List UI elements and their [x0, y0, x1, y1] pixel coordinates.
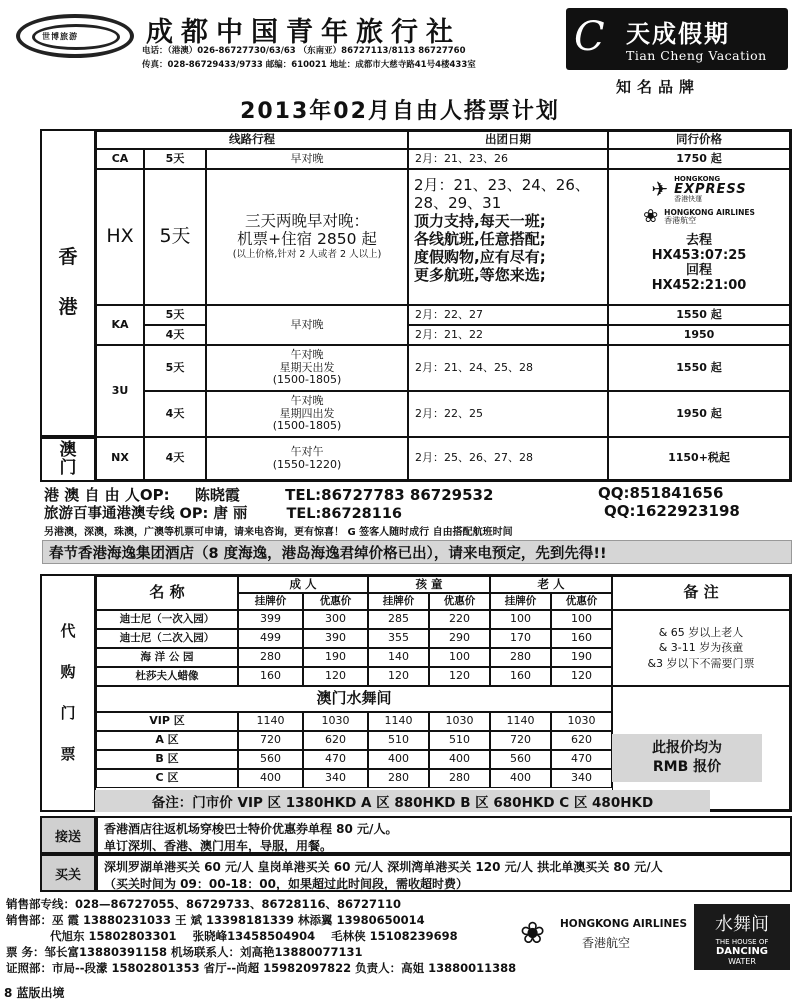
hx-info-line2: 各线航班,任意搭配;	[414, 230, 546, 248]
zone-name-vip: VIP 区	[96, 712, 238, 731]
park-1-adult-list: 399	[238, 610, 303, 629]
header-dates: 出团日期	[408, 131, 608, 149]
dw-logo-en-2: DANCING	[715, 946, 769, 957]
hx-dates-info	[408, 169, 608, 305]
zone-c-senior-list: 400	[490, 769, 551, 788]
page-footer: 8 蓝版出境	[4, 986, 65, 1000]
park-3-child-list: 140	[368, 648, 429, 667]
macau-show-title: 澳门水舞间	[96, 686, 612, 712]
hk-express-text2: EXPRESS	[674, 182, 747, 197]
hk-airlines-text1: HONGKONG AIRLINES	[664, 207, 755, 217]
hx-dates-line1: 2月：21、23、24、26、	[414, 176, 590, 194]
rmb-note-line1: 此报价均为	[652, 740, 722, 757]
nx-price: 1150+税起	[608, 437, 790, 480]
hx-code: HX	[96, 169, 144, 305]
hx-dates-line2: 28、29、31	[414, 194, 502, 212]
hx-route-line1: 三天两晚早对晚：	[244, 211, 369, 230]
side-char-1: 代	[60, 621, 76, 640]
park-3-adult-disc: 190	[303, 648, 368, 667]
3u-price-1: 1550 起	[608, 345, 790, 391]
region-macau-cell	[40, 437, 96, 482]
nx-code: NX	[96, 437, 144, 480]
header-route: 线路行程	[96, 131, 408, 149]
ticket-header-note: 备 注	[612, 576, 790, 610]
zone-vip-senior-list: 1140	[490, 712, 551, 731]
region-macau-char-1: 澳	[59, 439, 77, 460]
side-char-3: 门	[60, 704, 76, 722]
zone-b-adult-list: 560	[238, 750, 303, 769]
3u-route-2-line2: 星期四出发	[279, 406, 335, 420]
park-4-senior-disc: 120	[551, 667, 612, 686]
park-2-senior-disc: 160	[551, 629, 612, 648]
op1-qq: QQ:851841656	[598, 484, 724, 502]
zone-name-a: A 区	[96, 731, 238, 750]
transfer-line2: 单订深圳、香港、澳门用车，导服，用餐。	[104, 839, 333, 854]
ticket-header-child: 孩 童	[368, 576, 490, 593]
sales-line-3: 票 务：邹长富13880391158 机场联系人：刘高艳13880077131	[6, 945, 363, 959]
age-note-3: &3 岁以下不需要门票	[647, 656, 755, 670]
sub-adult-disc: 优惠价	[303, 593, 368, 610]
pass-line1: 深圳罗湖单港买关 60 元/人 皇岗单港买关 60 元/人 深圳湾单港买关 120 元/人 拱北单澳买关 80 元/人	[104, 860, 663, 874]
ca-dates: 2月：21、23、26	[408, 149, 608, 169]
zone-b-child-list: 400	[368, 750, 429, 769]
park-name-3: 海 洋 公 园	[96, 648, 238, 667]
age-note-2: & 3-11 岁为孩童	[658, 641, 744, 655]
park-2-senior-list: 170	[490, 629, 551, 648]
age-notes	[612, 610, 790, 686]
ca-price: 1750 起	[608, 149, 790, 169]
sales-hotline: 销售部专线：028—86727055、86729733、86728116、86727110	[6, 897, 402, 911]
park-2-adult-disc: 390	[303, 629, 368, 648]
dw-logo-cn: 水舞间	[715, 914, 769, 935]
hk-express-icon: ✈	[651, 177, 669, 201]
dw-logo-en-1: THE HOUSE OF	[715, 938, 769, 946]
zone-name-c: C 区	[96, 769, 238, 788]
ticket-header-senior: 老 人	[490, 576, 612, 593]
region-hk-char-1: 香	[58, 246, 78, 269]
park-name-4: 杜莎夫人蜡像	[96, 667, 238, 686]
sales-line-1: 销售部：巫 霞 13880231033 王 斌 13398181339 林添翼 13980650014	[6, 913, 425, 927]
3u-route-2-line1: 午对晚	[290, 394, 324, 408]
sub-senior-disc: 优惠价	[551, 593, 612, 610]
ka-days-2: 4天	[144, 325, 206, 345]
zone-c-senior-disc: 340	[551, 769, 612, 788]
park-2-child-list: 355	[368, 629, 429, 648]
agency-logo	[16, 14, 134, 58]
ca-route: 早对晚	[206, 149, 408, 169]
3u-days-2: 4天	[144, 391, 206, 437]
hk-airlines-text2: 香港航空	[664, 216, 697, 226]
zone-vip-child-list: 1140	[368, 712, 429, 731]
park-1-senior-disc: 100	[551, 610, 612, 629]
park-4-child-list: 120	[368, 667, 429, 686]
pass-body	[96, 854, 792, 892]
hk-airlines-icon: ❀	[643, 206, 659, 227]
header-price: 同行价格	[608, 131, 790, 149]
dancing-water-logo	[694, 904, 790, 970]
hk-express-logo	[651, 176, 746, 203]
transfer-line1: 香港酒店往返机场穿梭巴士特价优惠券单程 80 元/人。	[104, 822, 398, 836]
pass-line2: （买关时间为 09：00-18：00，如果超过此时间段，需收超时费）	[104, 877, 468, 892]
hk-airlines-flower-icon: ❀	[520, 916, 546, 951]
page-title: 2013年02月自由人搭票计划	[240, 99, 560, 124]
3u-code: 3U	[96, 345, 144, 437]
sub-child-disc: 优惠价	[429, 593, 490, 610]
spring-promo-bar: 春节香港海逸集团酒店（8 度海逸，港岛海逸君绰价格已出），请来电预定，先到先得!!	[42, 540, 792, 564]
header	[6, 4, 794, 94]
nx-route	[206, 437, 408, 480]
3u-dates-2: 2月：22、25	[408, 391, 608, 437]
op1-label: 港 澳 自 由 人OP:	[44, 486, 170, 504]
park-1-senior-list: 100	[490, 610, 551, 629]
3u-route-1	[206, 345, 408, 391]
region-hk-char-2: 港	[58, 296, 78, 318]
zone-a-child-list: 510	[368, 731, 429, 750]
hx-back-flight: HX452:21:00	[651, 277, 747, 293]
hx-go-label: 去程	[685, 232, 712, 248]
zone-b-adult-disc: 470	[303, 750, 368, 769]
age-note-1: & 65 岁以上老人	[658, 625, 744, 639]
hx-days: 5天	[144, 169, 206, 305]
side-char-2: 购	[60, 662, 76, 681]
park-name-1: 迪士尼（一次入园）	[96, 610, 238, 629]
rmb-note-line2: RMB 报价	[652, 759, 722, 775]
3u-route-1-line3: (1500-1805)	[272, 373, 342, 387]
nx-route-line2: (1550-1220)	[272, 457, 342, 471]
zone-a-child-disc: 510	[429, 731, 490, 750]
logo-text: 世博旅游	[42, 32, 78, 41]
ticket-side-label	[40, 574, 96, 812]
agency-name: 成都中国青年旅行社	[146, 17, 461, 48]
ka-dates-2: 2月：21、22	[408, 325, 608, 345]
sub-child-list: 挂牌价	[368, 593, 429, 610]
op2-tel: TEL:86728116	[286, 506, 403, 522]
hk-airlines-en: HONGKONG AIRLINES	[560, 918, 688, 930]
park-3-senior-list: 280	[490, 648, 551, 667]
zone-c-adult-disc: 340	[303, 769, 368, 788]
region-hk-cell	[40, 129, 96, 437]
hk-airlines-logo	[520, 914, 690, 954]
zone-b-senior-list: 560	[490, 750, 551, 769]
brand-name-en: Tian Cheng Vacation	[626, 48, 767, 63]
contact-fax-address: 传真：028-86729433/9733 邮编：610021 地址：成都市大慈寺路41号4楼433室	[142, 60, 476, 70]
door-price-remark: 备注：门市价 VIP 区 1380HKD A 区 880HKD B 区 680HKD C 区 480HKD	[95, 790, 710, 812]
park-name-2: 迪士尼（二次入园）	[96, 629, 238, 648]
zone-vip-adult-disc: 1030	[303, 712, 368, 731]
zone-c-child-list: 280	[368, 769, 429, 788]
park-3-child-disc: 100	[429, 648, 490, 667]
hk-express-text3: 香港快運	[674, 195, 703, 203]
ca-code: CA	[96, 149, 144, 169]
zone-c-child-disc: 280	[429, 769, 490, 788]
zone-b-child-disc: 400	[429, 750, 490, 769]
zone-a-adult-disc: 620	[303, 731, 368, 750]
transfer-body	[96, 816, 792, 854]
zone-vip-senior-disc: 1030	[551, 712, 612, 731]
park-4-child-disc: 120	[429, 667, 490, 686]
pass-label: 买关	[40, 854, 96, 892]
zone-c-adult-list: 400	[238, 769, 303, 788]
zone-b-senior-disc: 470	[551, 750, 612, 769]
sales-line-4: 证照部：市局--段濛 15802801353 省厅--尚超 15982097822 负责人：高姐 13880011388	[6, 961, 517, 975]
ticket-header-name: 名 称	[96, 576, 238, 610]
hx-route	[206, 169, 408, 305]
park-1-child-list: 285	[368, 610, 429, 629]
brand-logo	[566, 8, 788, 70]
op1-name: 陈晓霞	[194, 486, 240, 504]
transfer-label: 接送	[40, 816, 96, 854]
ca-days: 5天	[144, 149, 206, 169]
park-1-child-disc: 220	[429, 610, 490, 629]
zone-a-senior-disc: 620	[551, 731, 612, 750]
park-4-adult-list: 160	[238, 667, 303, 686]
ka-route: 早对晚	[206, 305, 408, 345]
op1-tel: TEL:86727783 86729532	[285, 486, 494, 504]
ka-dates-1: 2月：22、27	[408, 305, 608, 325]
park-4-senior-list: 160	[490, 667, 551, 686]
ka-days-1: 5天	[144, 305, 206, 325]
rmb-note	[612, 734, 762, 782]
3u-days-1: 5天	[144, 345, 206, 391]
hx-info-line4: 更多航班,等您来选;	[414, 266, 546, 284]
hx-route-note: (以上价格,针对 2 人或者 2 人以上)	[232, 249, 382, 261]
brand-name-cn: 天成假期	[626, 19, 730, 48]
3u-route-2-line3: (1500-1805)	[272, 419, 342, 433]
park-4-adult-disc: 120	[303, 667, 368, 686]
park-2-child-disc: 290	[429, 629, 490, 648]
contact-phone: 电话：（港澳）026-86727730/63/63 （东南亚）86727113/8113 86727760	[142, 46, 466, 56]
nx-dates: 2月：25、26、27、28	[408, 437, 608, 480]
brand-swirl-icon: C	[574, 14, 605, 60]
op2-label: 旅游百事通港澳专线 OP: 唐 丽	[44, 506, 248, 522]
zone-a-adult-list: 720	[238, 731, 303, 750]
sub-senior-list: 挂牌价	[490, 593, 551, 610]
zone-a-senior-list: 720	[490, 731, 551, 750]
op-line-3: 另港澳，深澳，珠澳，广澳等机票可申请，请来电咨询，更有惊喜！ G 签客人随时成行 自由搭配航班时间	[44, 527, 513, 538]
side-char-4: 票	[60, 745, 76, 764]
hx-back-label: 回程	[685, 262, 712, 278]
ka-price-1: 1550 起	[608, 305, 790, 325]
park-1-adult-disc: 300	[303, 610, 368, 629]
region-macau-char-2: 门	[59, 457, 77, 478]
park-3-adult-list: 280	[238, 648, 303, 667]
hx-go-flight: HX453:07:25	[651, 247, 747, 263]
hx-info-line3: 度假购物,应有尽有;	[414, 248, 546, 266]
park-3-senior-disc: 190	[551, 648, 612, 667]
ka-code: KA	[96, 305, 144, 345]
hx-info-line1: 顶力支持,每天一班;	[414, 212, 546, 230]
op-line-2	[44, 502, 402, 523]
hk-airlines-cn: 香港航空	[582, 936, 631, 950]
zone-vip-child-disc: 1030	[429, 712, 490, 731]
3u-route-2	[206, 391, 408, 437]
zone-vip-adult-list: 1140	[238, 712, 303, 731]
3u-route-1-line2: 星期天出发	[279, 360, 335, 374]
op2-qq: QQ:1622923198	[604, 502, 740, 520]
3u-dates-1: 2月：21、24、25、28	[408, 345, 608, 391]
hx-price-cell	[608, 169, 790, 305]
nx-days: 4天	[144, 437, 206, 480]
ka-price-2: 1950	[608, 325, 790, 345]
park-2-adult-list: 499	[238, 629, 303, 648]
hx-route-line2: 机票+住宿 2850 起	[237, 229, 377, 248]
3u-route-1-line1: 午对晚	[290, 348, 324, 362]
sales-line-2: 代旭东 15802803301 张晓峰13458504904 毛林侠 15108239698	[6, 929, 458, 943]
ticket-header-adult: 成 人	[238, 576, 368, 593]
nx-route-line1: 午对午	[290, 444, 324, 458]
dw-logo-en-3: WATER	[728, 957, 756, 966]
3u-price-2: 1950 起	[608, 391, 790, 437]
hk-airlines-logo-small	[643, 207, 755, 228]
zone-name-b: B 区	[96, 750, 238, 769]
sub-adult-list: 挂牌价	[238, 593, 303, 610]
brand-tagline: 知名品牌	[616, 78, 701, 96]
hk-express-text1: HONGKONG	[674, 175, 721, 183]
